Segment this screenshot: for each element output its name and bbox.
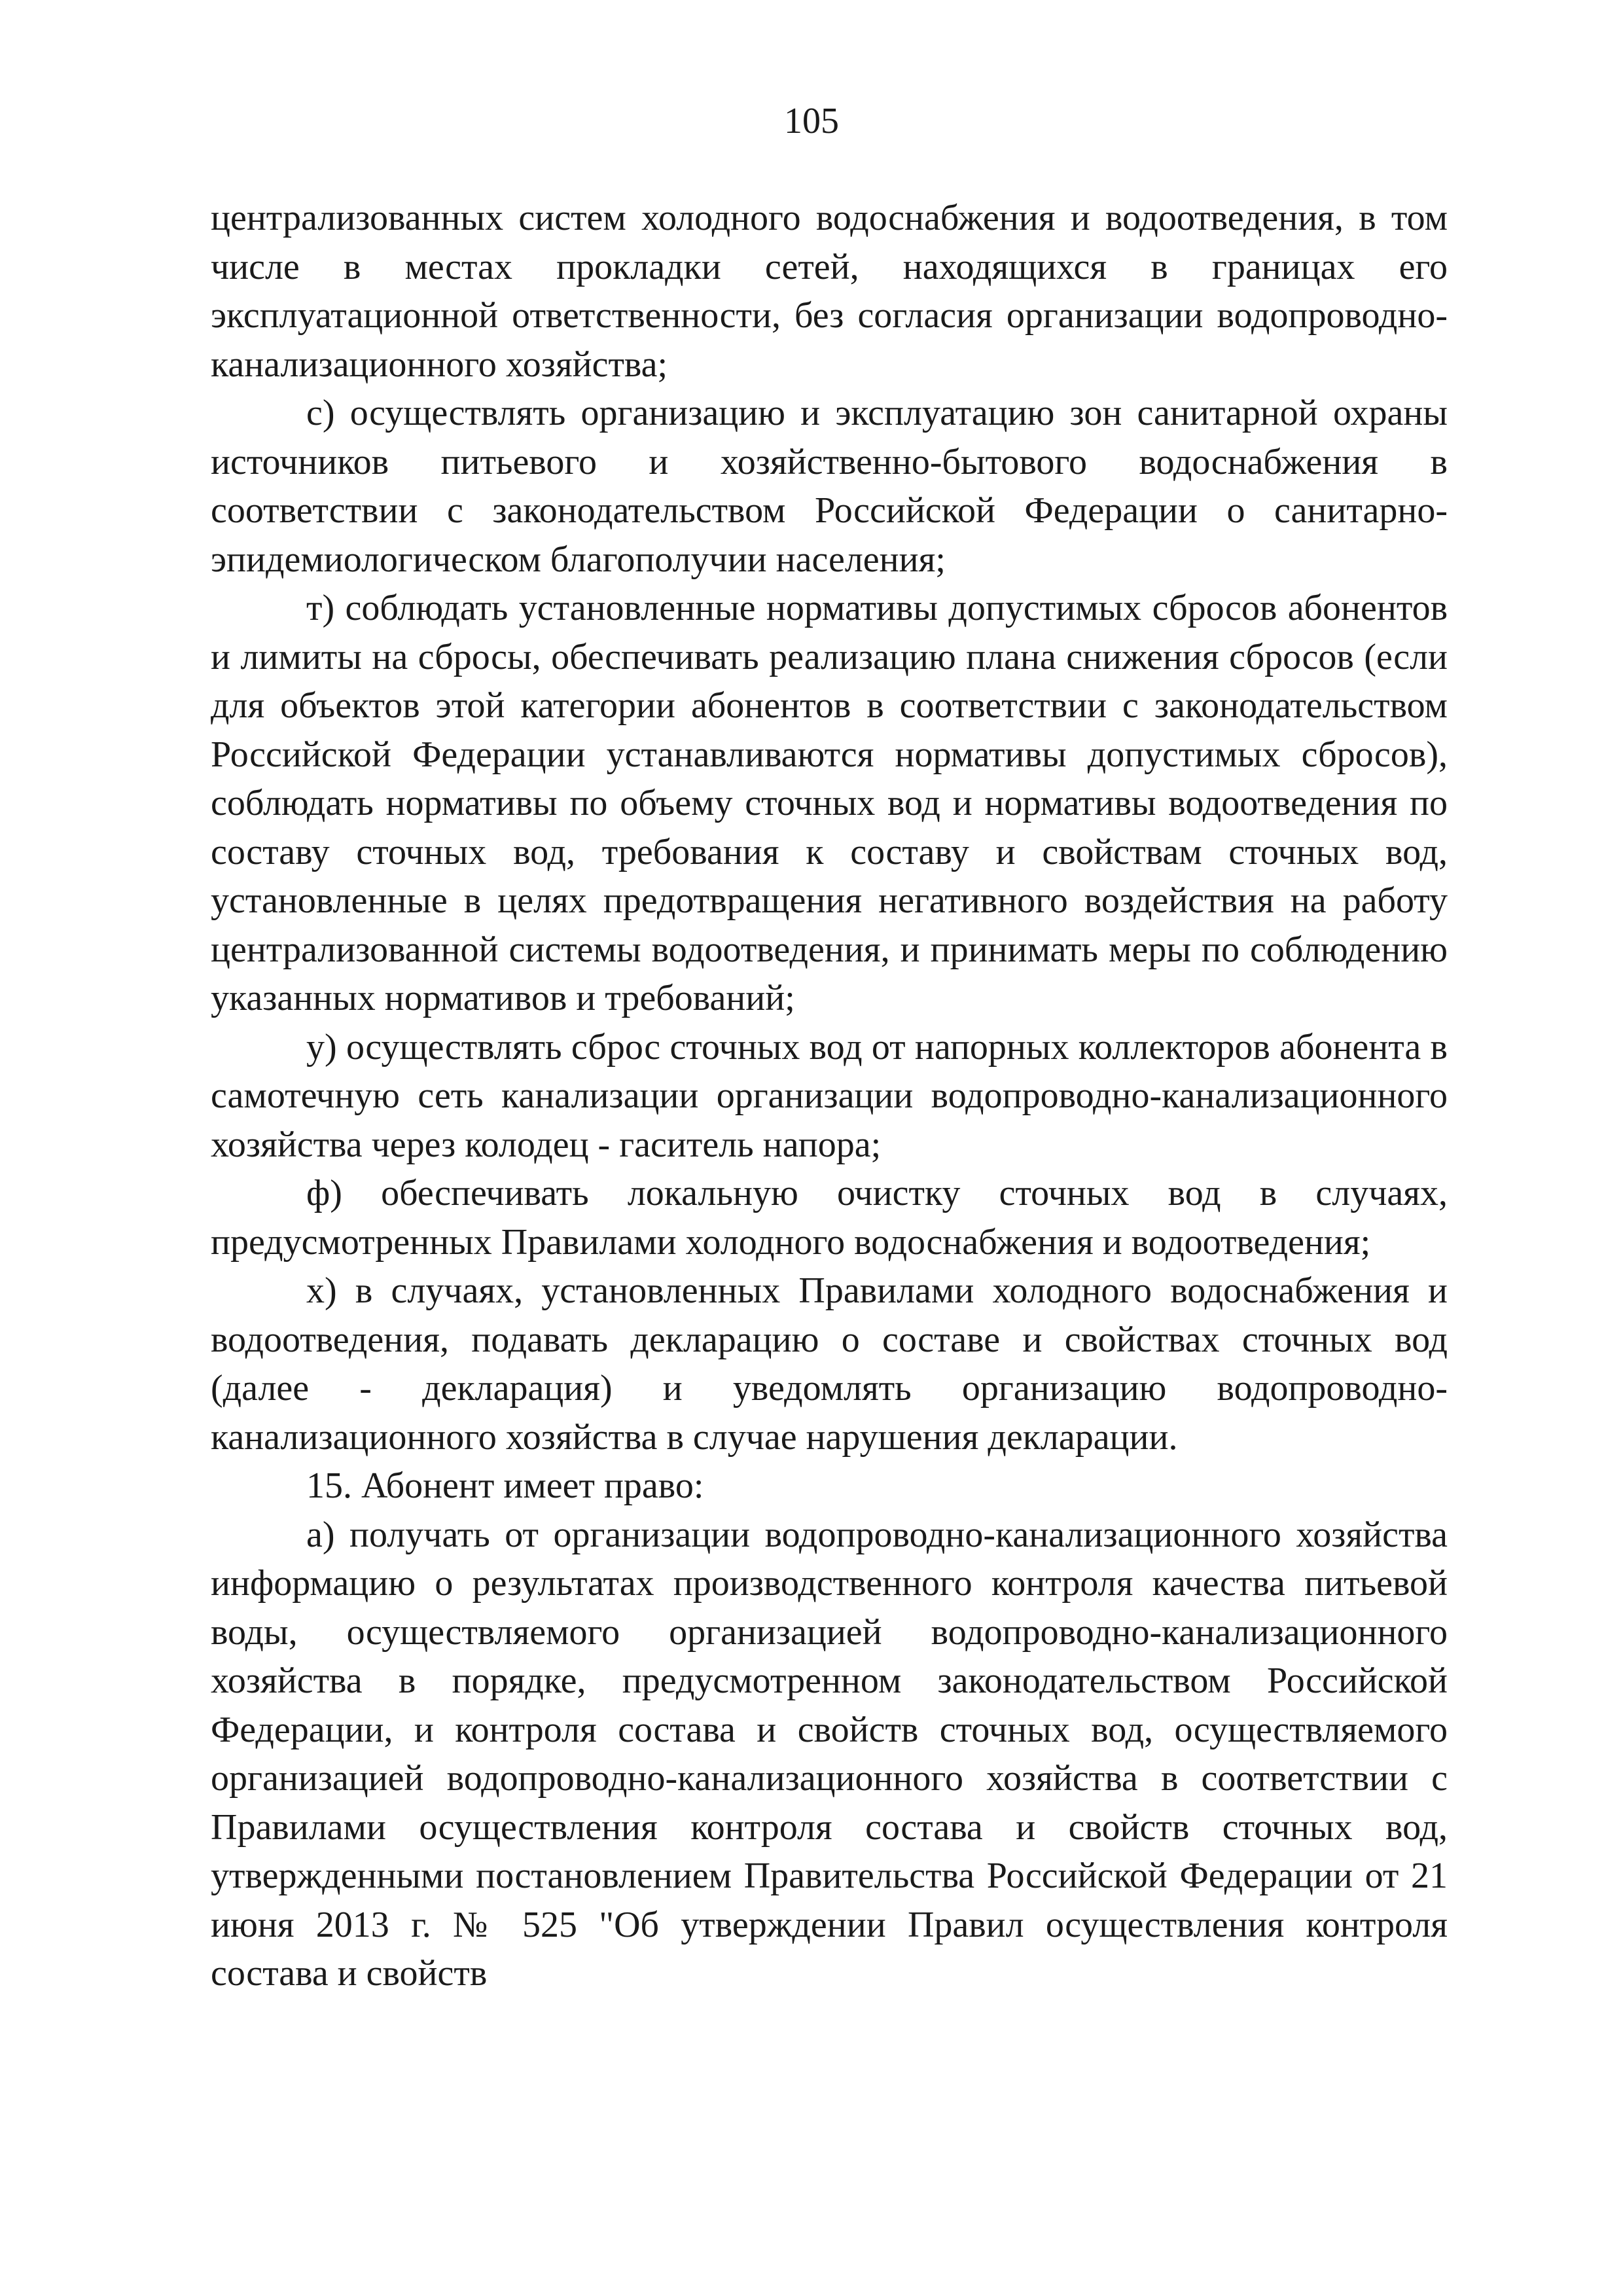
list-item-u <box>211 1023 1448 1170</box>
list-item-t <box>211 584 1448 1023</box>
item-text: соблюдать установленные нормативы допустимых сбросов абонентов и лимиты на сбросы, обеспечивать реализацию плана снижения сбросов (если для объектов этой категории абонентов в соответствии с законодательством Российской Федерации устанавливаются нормативы допустимых сбросов), соблюдать нормативы по объему сточных вод и нормативы водоотведения по составу сточных вод, требования к составу и свойствам сточных вод, установленные в целях предотвращения негативного воздействия на работу централизованной системы водоотведения, и принимать меры по соблюдению указанных нормативов и требований; <box>211 588 1448 1018</box>
paragraph-text: централизованных систем холодного водоснабжения и водоотведения, в том числе в местах прокладки сетей, находящихся в границах его эксплуатационной ответственности, без согласия организации водопроводно-канализационного хозяйства; <box>211 198 1448 385</box>
item-text: в случаях, установленных Правилами холодного водоснабжения и водоотведения, подавать декларацию о составе и свойствах сточных вод (далее - декларация) и уведомлять организацию водопроводно-канализационного хозяйства в случае нарушения декларации. <box>211 1270 1448 1458</box>
item-text: получать от организации водопроводно-канализационного хозяйства информацию о результатах производственного контроля качества питьевой воды, осуществляемого организацией водопроводно-канализационного хозяйства в порядке, предусмотренном законодательством Российской Федерации, и контроля состава и свойств сточных вод, осуществляемого организацией водопроводно-канализационного хозяйства в соответствии с Правилами осуществления контроля состава и свойств сточных вод, утвержденными постановлением Правительства Российской Федерации от 21 июня 2013 г. № 525 "Об утверждении Правил осуществления контроля состава и свойств <box>211 1514 1448 1994</box>
item-marker: с) <box>306 393 335 433</box>
item-marker: х) <box>306 1270 337 1311</box>
item-marker: ф) <box>306 1173 342 1213</box>
list-item-s <box>211 389 1448 584</box>
list-item-a <box>211 1511 1448 1998</box>
item-text: осуществлять организацию и эксплуатацию зон санитарной охраны источников питьевого и хозяйственно-бытового водоснабжения в соответствии с законодательством Российской Федерации о санитарно-эпидемиологическом благополучии населения; <box>211 393 1448 580</box>
item-marker: у) <box>306 1026 337 1067</box>
item-marker: а) <box>306 1514 335 1555</box>
document-body <box>211 194 1448 1998</box>
list-item-f <box>211 1169 1448 1266</box>
clause-text: Абонент имеет право: <box>361 1465 704 1506</box>
clause-number: 15. <box>306 1465 352 1506</box>
clause-15-heading <box>211 1462 1448 1511</box>
item-marker: т) <box>306 588 335 628</box>
paragraph-continuation <box>211 194 1448 389</box>
list-item-kh <box>211 1266 1448 1462</box>
item-text: осуществлять сброс сточных вод от напорных коллекторов абонента в самотечную сеть канализации организации водопроводно-канализационного хозяйства через колодец - гаситель напора; <box>211 1026 1448 1165</box>
item-text: обеспечивать локальную очистку сточных вод в случаях, предусмотренных Правилами холодного водоснабжения и водоотведения; <box>211 1173 1448 1263</box>
page-number: 105 <box>784 101 839 141</box>
